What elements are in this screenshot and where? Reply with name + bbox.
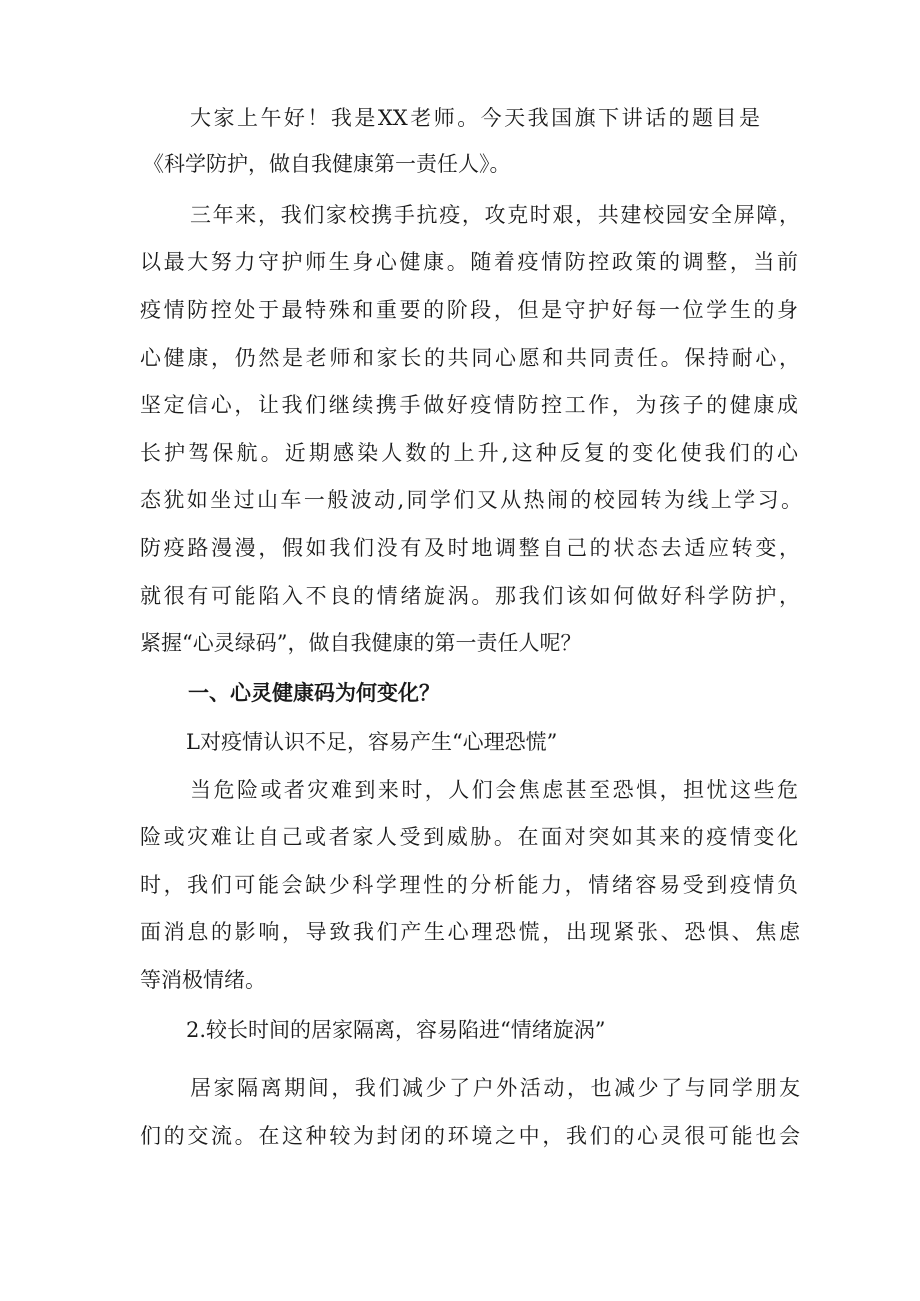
paragraph-line (140, 247, 798, 277)
line-text: 险或灾难让自己或者家人受到威胁。在面对突如其来的疫情变化 (140, 825, 798, 849)
line-text: 当危险或者灾难到来时，人们会焦虑甚至恐惧，担忧这些危 (190, 778, 798, 802)
subheading-line (186, 727, 646, 757)
heading-text: 一、心灵健康码为何变化？ (188, 681, 440, 705)
paragraph-line (190, 200, 800, 230)
line-text: 2.较长时间的居家隔离，容易陷进“情绪旋涡” (186, 1018, 606, 1042)
subheading-line (186, 1015, 706, 1045)
line-text: 心健康，仍然是老师和家长的共同心愿和共同责任。保持耐心， (140, 346, 800, 370)
line-text: 疫情防控处于最特殊和重要的阶段，但是守护好每一位学生的身 (140, 298, 798, 322)
line-text: L对疫情认识不足，容易产生“心理恐慌” (186, 730, 558, 754)
line-text: 等消极情绪。 (140, 968, 266, 992)
paragraph-line (140, 917, 800, 947)
section-heading (188, 678, 508, 708)
paragraph-line (140, 438, 798, 468)
line-text: 《科学防护，做自我健康第一责任人》。 (143, 152, 511, 176)
line-text: 就很有可能陷入不良的情绪旋涡。那我们该如何做好科学防护， (140, 584, 800, 608)
paragraph-line (140, 965, 340, 995)
line-text: 防疫路漫漫，假如我们没有及时地调整自己的状态去适应转变， (140, 536, 800, 560)
line-text: 态犹如坐过山车一般波动,同学们又从热闹的校园转为线上学习。 (140, 488, 802, 512)
paragraph-line (190, 1073, 800, 1103)
paragraph-line (140, 870, 798, 900)
paragraph-line (190, 103, 760, 133)
paragraph-line (140, 343, 800, 373)
paragraph-line (140, 485, 802, 515)
paragraph-line (140, 1121, 800, 1151)
line-text: 居家隔离期间，我们减少了户外活动，也减少了与同学朋友 (190, 1076, 800, 1100)
paragraph-line (140, 628, 670, 658)
paragraph-line (143, 149, 603, 179)
line-text: 以最大努力守护师生身心健康。随着疫情防控政策的调整，当前 (140, 250, 798, 274)
paragraph-line (140, 822, 798, 852)
line-text: 大家上午好！我是XX老师。今天我国旗下讲话的题目是 (190, 106, 760, 130)
line-text: 面消息的影响，导致我们产生心理恐慌，出现紧张、恐惧、焦虑 (140, 920, 800, 944)
paragraph-line (140, 533, 800, 563)
line-text: 坚定信心，让我们继续携手做好疫情防控工作，为孩子的健康成 (140, 393, 798, 417)
paragraph-line (140, 581, 800, 611)
paragraph-line (190, 775, 798, 805)
paragraph-line (140, 295, 798, 325)
line-text: 时，我们可能会缺少科学理性的分析能力，情绪容易受到疫情负 (140, 873, 798, 897)
line-text: 长护驾保航。近期感染人数的上升,这种反复的变化使我们的心 (140, 441, 798, 465)
line-text: 们的交流。在这种较为封闭的环境之中，我们的心灵很可能也会 (140, 1124, 800, 1148)
line-text: 三年来，我们家校携手抗疫，攻克时艰，共建校园安全屏障， (190, 203, 800, 227)
line-text: 紧握“心灵绿码”，做自我健康的第一责任人呢？ (140, 631, 582, 655)
paragraph-line (140, 390, 798, 420)
